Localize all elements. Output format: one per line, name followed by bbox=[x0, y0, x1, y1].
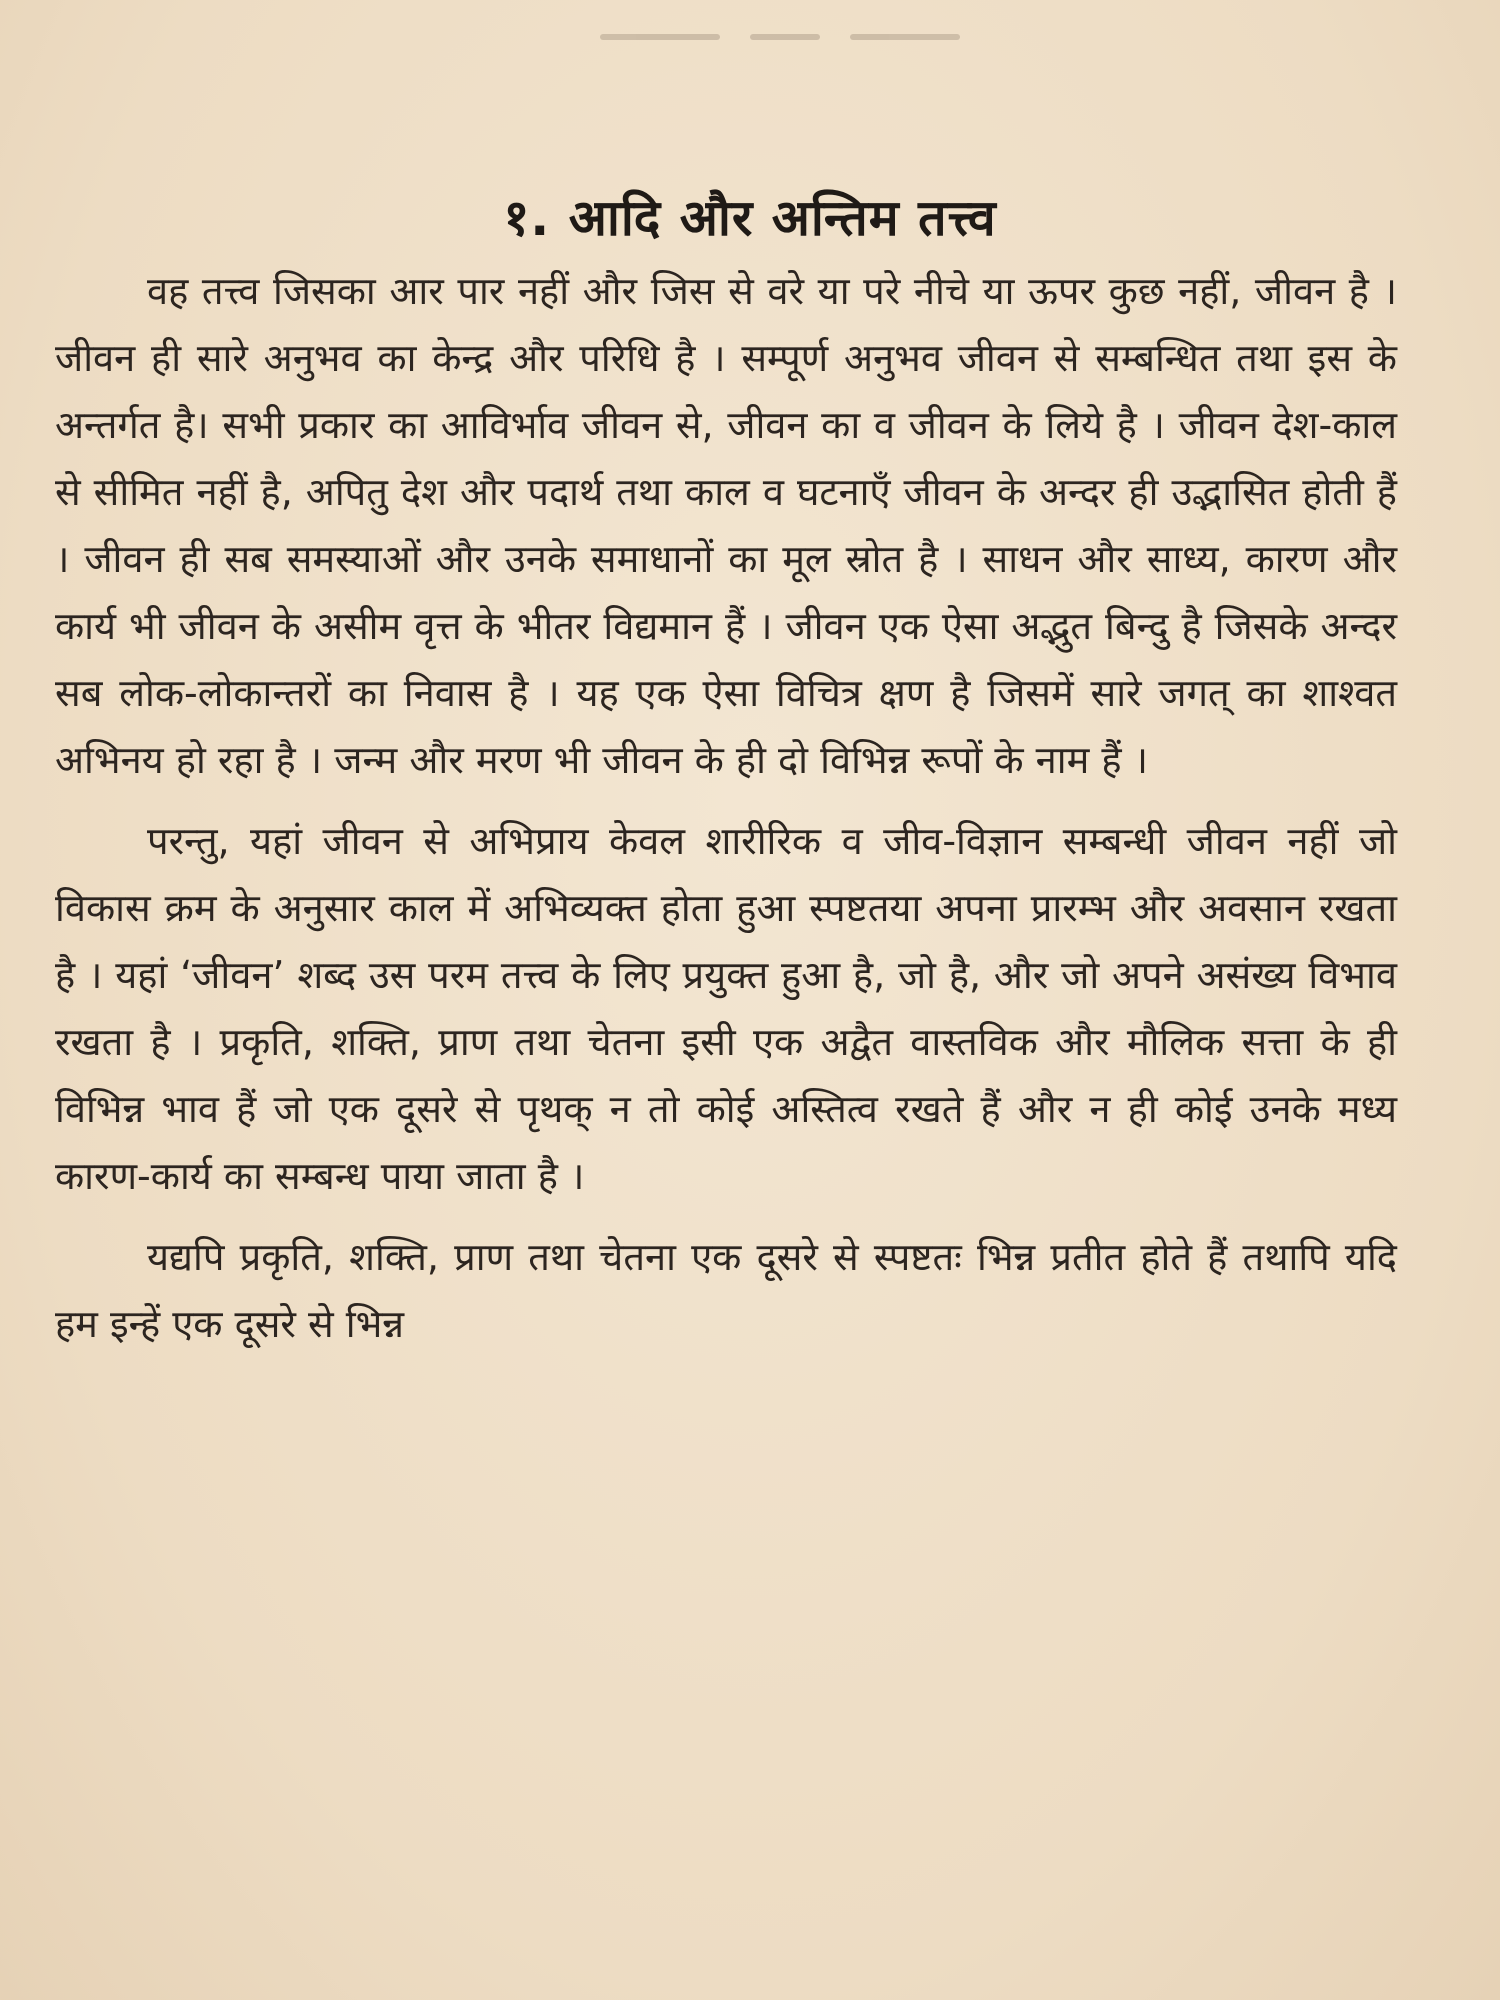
paragraph-1: वह तत्त्व जिसका आर पार नहीं और जिस से वरे या परे नीचे या ऊपर कुछ नहीं, जीवन है । जीवन ही सारे अनुभव का केन्द्र और परिधि है । सम्पूर्ण अनुभव जीवन से सम्बन्धित तथा इस के अन्तर्गत है। सभी प्रकार का आविर्भाव जीवन से, जीवन का व जीवन के लिये है । जीवन देश-काल से सीमित नहीं है, अपितु देश और पदार्थ तथा काल व घटनाएँ जीवन के अन्दर ही उद्भासित होती हैं । जीवन ही सब समस्याओं और उनके समाधानों का मूल स्रोत है । साधन और साध्य, कारण और कार्य भी जीवन के असीम वृत्त के भीतर विद्यमान हैं । जीवन एक ऐसा अद्भुत बिन्दु है जिसके अन्दर सब लोक-लोकान्तरों का निवास है । यह एक ऐसा विचित्र क्षण है जिसमें सारे जगत् का शाश्वत अभिनय हो रहा है । जन्म और मरण भी जीवन के ही दो विभिन्न रूपों के नाम हैं । bbox=[55, 269, 1397, 782]
body-text bbox=[55, 258, 1397, 1372]
faded-running-header bbox=[600, 22, 1000, 52]
chapter-title: १. आदि और अन्तिम तत्त्व bbox=[503, 188, 997, 247]
paragraph-3: यद्यपि प्रकृति, शक्ति, प्राण तथा चेतना एक दूसरे से स्पष्टतः भिन्न प्रतीत होते हैं तथापि यदि हम इन्हें एक दूसरे से भिन्न bbox=[55, 1235, 1397, 1346]
paragraph-2: परन्तु, यहां जीवन से अभिप्राय केवल शारीरिक व जीव-विज्ञान सम्बन्धी जीवन नहीं जो विकास क्रम के अनुसार काल में अभिव्यक्त होता हुआ स्पष्टतया अपना प्रारम्भ और अवसान रखता है । यहां ‘जीवन’ शब्द उस परम तत्त्व के लिए प्रयुक्त हुआ है, जो है, और जो अपने असंख्य विभाव रखता है । प्रकृति, शक्ति, प्राण तथा चेतना इसी एक अद्वैत वास्तविक और मौलिक सत्ता के ही विभिन्न भाव हैं जो एक दूसरे से पृथक् न तो कोई अस्तित्व रखते हैं और न ही कोई उनके मध्य कारण-कार्य का सम्बन्ध पाया जाता है । bbox=[55, 819, 1397, 1198]
